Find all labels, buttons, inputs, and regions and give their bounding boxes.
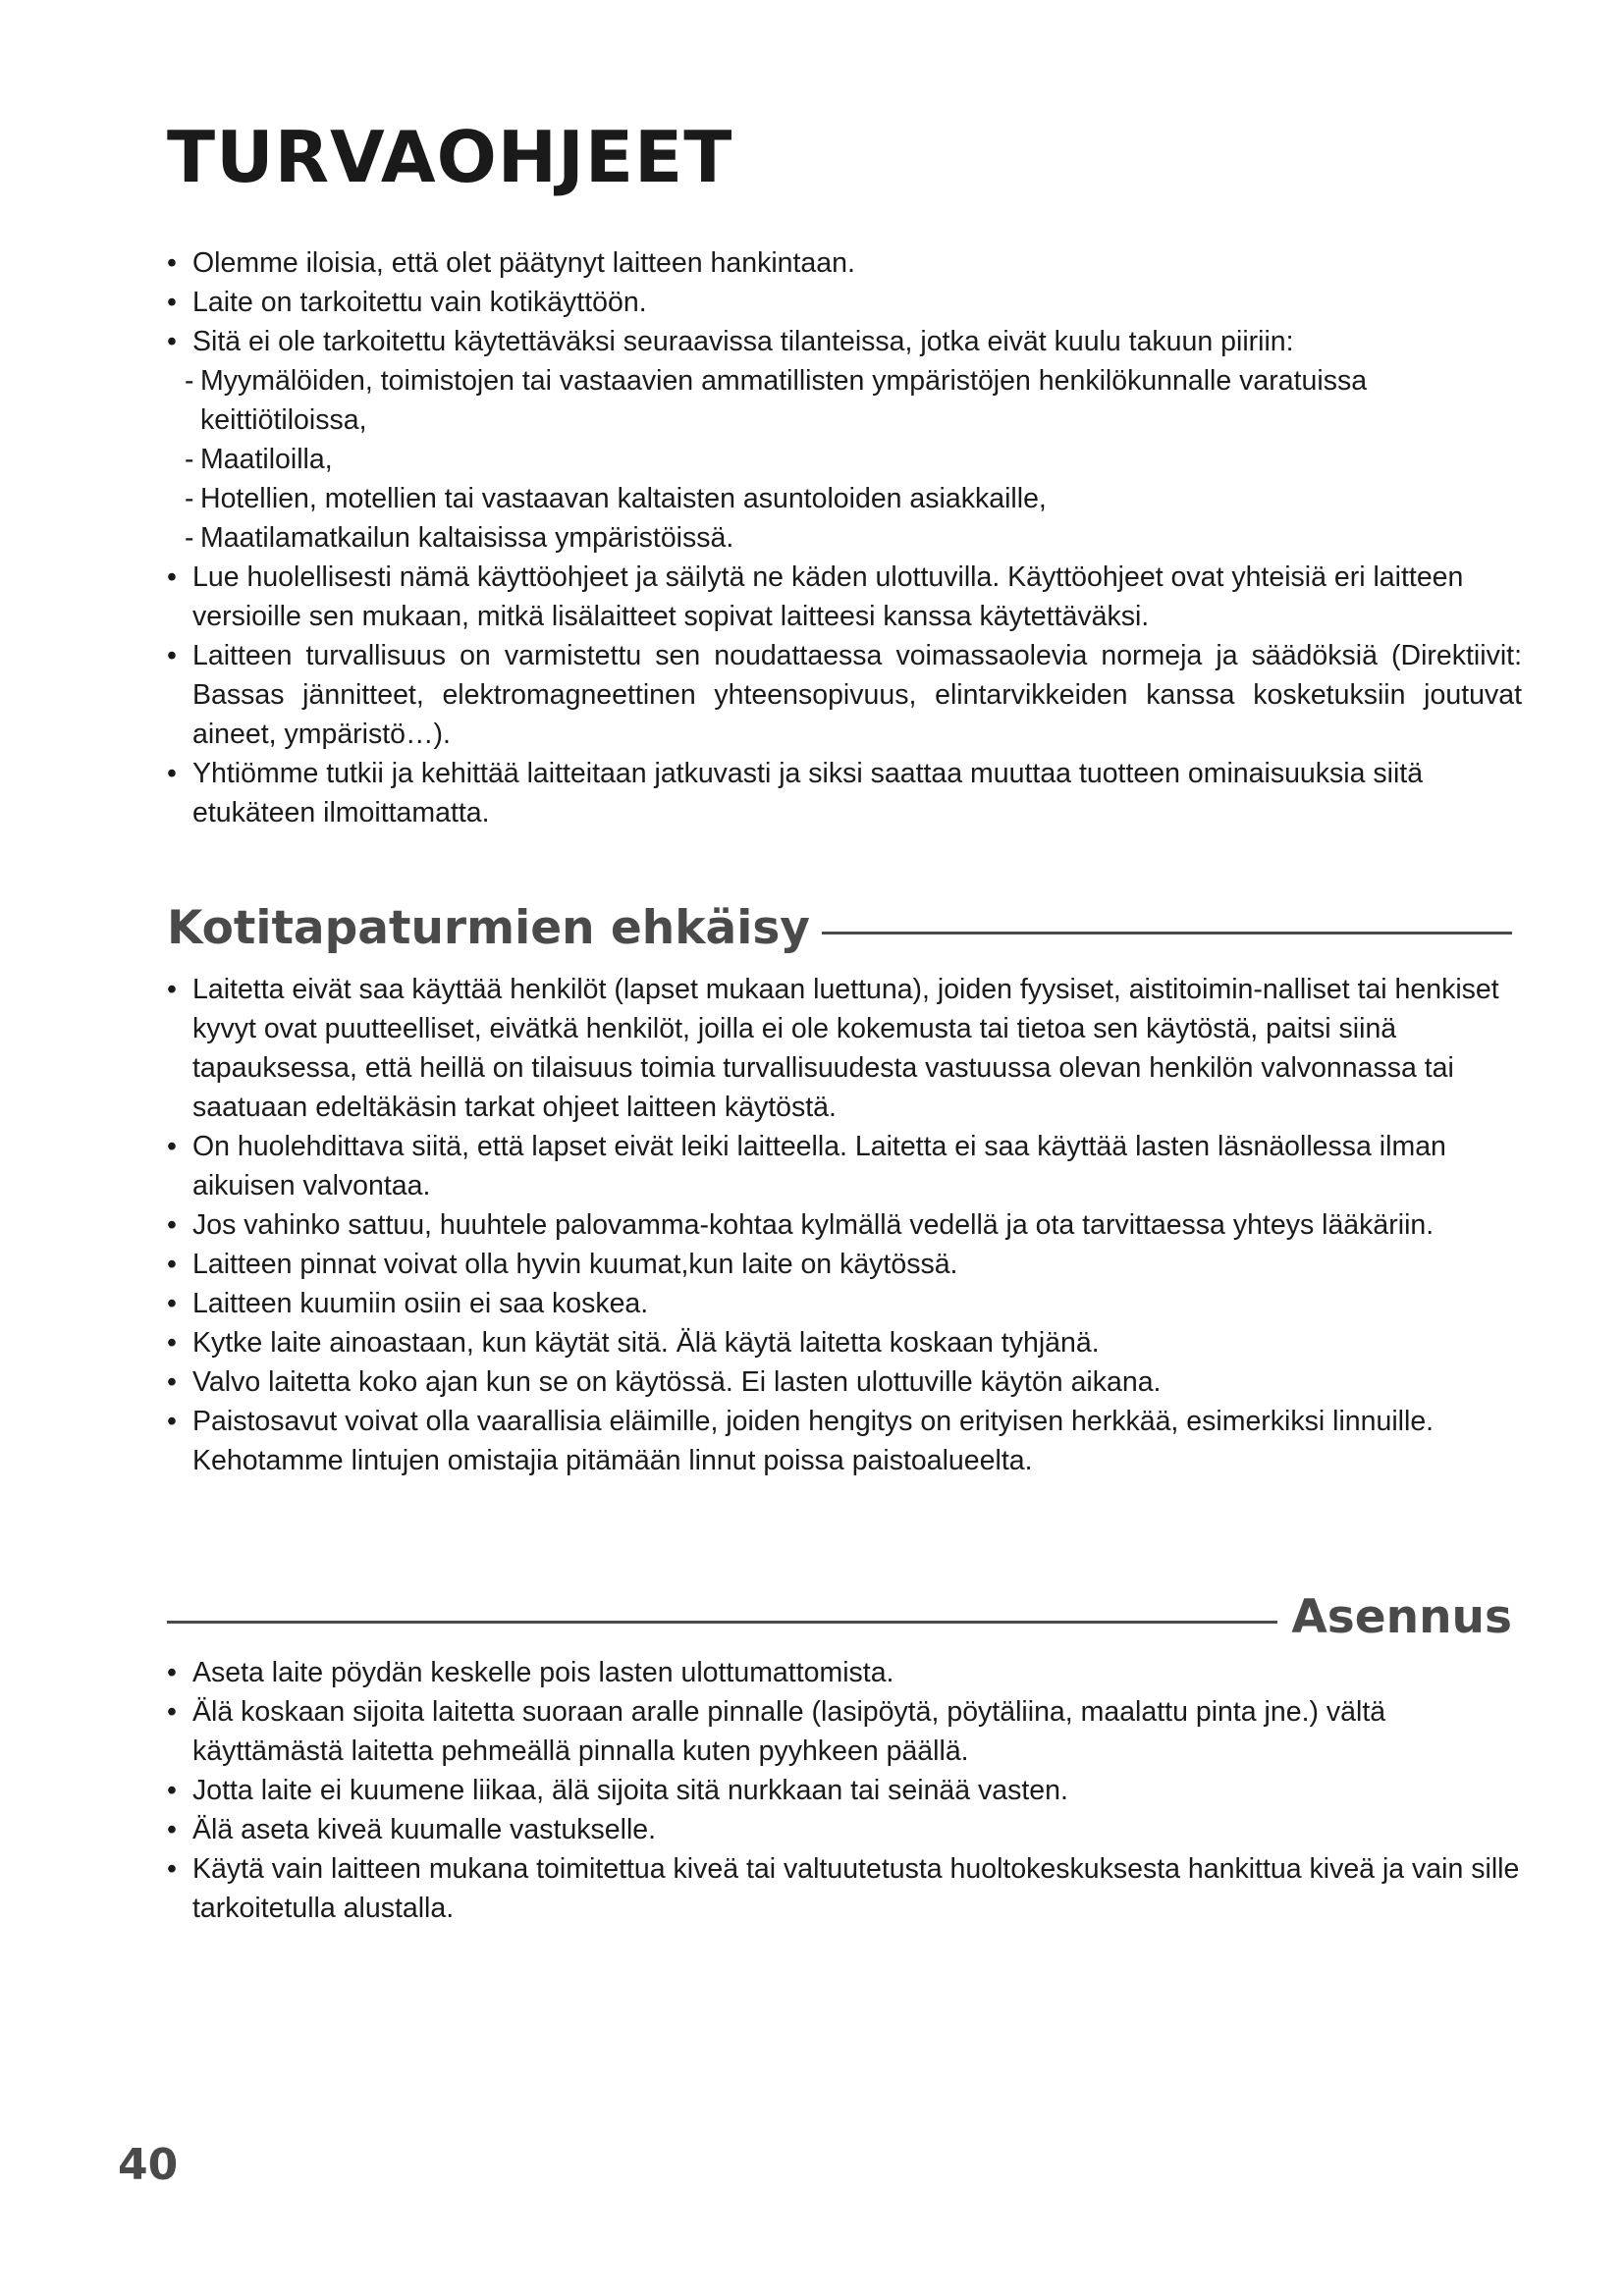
bullet-icon: • — [167, 1696, 177, 1728]
installation-section — [167, 1653, 1522, 1928]
list-item: • Olemme iloisia, että olet päätynyt laitteen hankintaan. — [167, 243, 1522, 283]
intro-section — [167, 243, 1522, 832]
list-item: • Paistosavut voivat olla vaarallisia eläimille, joiden hengitys on erityisen herkkää, esimerkiksi linnuille. Kehotamme lintujen omistajia pitämään linnut poissa paistoalueelta. — [167, 1402, 1522, 1480]
bullet-icon: • — [167, 1249, 177, 1280]
sub-list — [167, 361, 1522, 558]
dash-icon: - — [185, 444, 194, 475]
list-item: • Kytke laite ainoastaan, kun käytät sitä. Älä käytä laitetta koskaan tyhjänä. — [167, 1323, 1522, 1362]
list-item: • Käytä vain laitteen mukana toimitettua kiveä tai valtuutetusta huoltokeskuksesta hankittua kiveä ja vain sille tarkoitetulla alustalla. — [167, 1849, 1522, 1928]
list-item: • Jos vahinko sattuu, huuhtele palovamma-kohtaa kylmällä vedellä ja ota tarvittaessa yhteys lääkäriin. — [167, 1205, 1522, 1245]
list-item: • Aseta laite pöydän keskelle pois lasten ulottumattomista. — [167, 1653, 1522, 1692]
bullet-icon: • — [167, 1814, 177, 1845]
bullet-icon: • — [167, 758, 177, 789]
bullet-icon: • — [167, 326, 177, 357]
bullet-icon: • — [167, 640, 177, 671]
bullet-icon: • — [167, 1406, 177, 1437]
dash-icon: - — [185, 483, 194, 514]
page-title: TURVAOHJEET — [167, 116, 733, 198]
list-item: • Laitteen pinnat voivat olla hyvin kuumat,kun laite on käytössä. — [167, 1245, 1522, 1284]
installation-heading-row — [167, 1590, 1512, 1644]
accidents-heading-row — [167, 901, 1512, 955]
bullet-icon: • — [167, 1327, 177, 1359]
bullet-icon: • — [167, 1209, 177, 1241]
bullet-icon: • — [167, 1366, 177, 1398]
dash-icon: - — [185, 522, 194, 554]
installation-heading: Asennus — [1291, 1590, 1512, 1644]
accidents-section — [167, 970, 1522, 1480]
bullet-icon: • — [167, 287, 177, 318]
list-item: • Älä aseta kiveä kuumalle vastukselle. — [167, 1810, 1522, 1849]
bullet-icon: • — [167, 974, 177, 1005]
bullet-icon: • — [167, 1131, 177, 1162]
list-item: • Laite on tarkoitettu vain kotikäyttöön. — [167, 283, 1522, 322]
list-item: • Laitteen kuumiin osiin ei saa koskea. — [167, 1284, 1522, 1323]
heading-rule — [167, 1621, 1277, 1624]
intro-list — [167, 243, 1522, 832]
dash-icon: - — [185, 365, 194, 397]
accidents-heading: Kotitapaturmien ehkäisy — [167, 901, 810, 955]
list-item: • Yhtiömme tutkii ja kehittää laitteitaan jatkuvasti ja siksi saattaa muuttaa tuotteen ominaisuuksia siitä etukäteen ilmoittamatta. — [167, 754, 1522, 832]
heading-rule — [822, 932, 1512, 934]
bullet-icon: • — [167, 1775, 177, 1806]
list-item: • Laitetta eivät saa käyttää henkilöt (lapset mukaan luettuna), joiden fyysiset, aistitoimin-nalliset tai henkiset kyvyt ovat puutteelliset, eivätkä henkilöt, joilla ei ole kokemusta tai tietoa sen käytöstä, paitsi siinä tapauksessa, että heillä on tilaisuus toimia turvallisuudesta vastuussa olevan henkilön valvonnassa tai saatuaan edeltäkäsin tarkat ohjeet laitteen käytöstä. — [167, 970, 1522, 1127]
bullet-icon: • — [167, 1657, 177, 1688]
list-item: • Laitteen turvallisuus on varmistettu sen noudattaessa voimassaolevia normeja ja säädöksiä (Direktiivit: Bassas jännitteet, elektromagneettinen yhteensopivuus, elintarvikkeiden kanssa kosketuksiin joutuvat aineet, ympäristö…). — [167, 636, 1522, 754]
sub-list-item: - Hotellien, motellien tai vastaavan kaltaisten asuntoloiden asiakkaille, — [167, 479, 1522, 518]
bullet-icon: • — [167, 561, 177, 593]
installation-list — [167, 1653, 1522, 1928]
page-number: 40 — [118, 2140, 179, 2190]
sub-list-item: - Myymälöiden, toimistojen tai vastaavien ammatillisten ympäristöjen henkilökunnalle varatuissa keittiötiloissa, — [167, 361, 1522, 440]
list-item: • Älä koskaan sijoita laitetta suoraan aralle pinnalle (lasipöytä, pöytäliina, maalattu pinta jne.) vältä käyttämästä laitetta pehmeällä pinnalla kuten pyyhkeen päällä. — [167, 1692, 1522, 1771]
list-item: • Valvo laitetta koko ajan kun se on käytössä. Ei lasten ulottuville käytön aikana. — [167, 1362, 1522, 1402]
list-item: • On huolehdittava siitä, että lapset eivät leiki laitteella. Laitetta ei saa käyttää lasten läsnäollessa ilman aikuisen valvontaa. — [167, 1127, 1522, 1205]
bullet-icon: • — [167, 1288, 177, 1319]
sub-list-item: - Maatilamatkailun kaltaisissa ympäristöissä. — [167, 518, 1522, 558]
list-item: • Jotta laite ei kuumene liikaa, älä sijoita sitä nurkkaan tai seinää vasten. — [167, 1771, 1522, 1810]
bullet-icon: • — [167, 1853, 177, 1885]
accidents-list — [167, 970, 1522, 1480]
bullet-icon: • — [167, 247, 177, 279]
list-item: • Sitä ei ole tarkoitettu käytettäväksi seuraavissa tilanteissa, jotka eivät kuulu takuun piiriin: - Myymälöiden, toimistojen tai vastaavien ammatillisten ympäristöjen henkilökunnalle varatuissa keittiötiloissa, - Maatiloilla, - Hotellien, motellien tai vastaavan kaltaisten asuntoloiden asiakkaille, - Maatilamatkailun kaltaisissa ympäristöissä. — [167, 322, 1522, 558]
list-item: • Lue huolellisesti nämä käyttöohjeet ja säilytä ne käden ulottuvilla. Käyttöohjeet ovat yhteisiä eri laitteen versioille sen mukaan, mitkä lisälaitteet sopivat laitteesi kanssa käytettäväksi. — [167, 558, 1522, 636]
sub-list-item: - Maatiloilla, — [167, 440, 1522, 479]
